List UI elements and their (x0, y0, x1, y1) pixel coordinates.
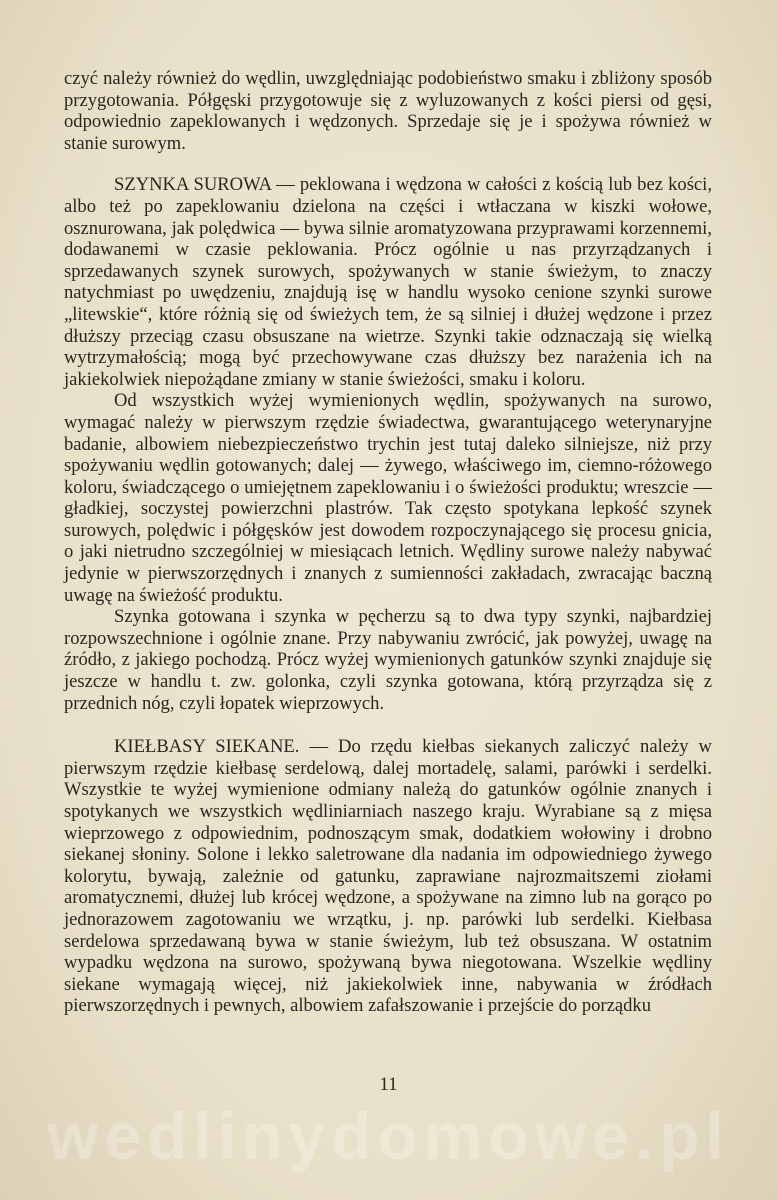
paragraph-szynka-surowa: SZYNKA SUROWA — peklowana i wędzona w całości z kością lub bez kości, albo też po zapeklowaniu dzielona na części i wtłaczana w kiszki wołowe, osznurowana, jak polędwica — bywa silnie aromatyzowana przyprawami korzennemi, dodawanemi w czasie peklowania. Prócz ogólnie u nas przyrządzanych i sprzedawanych szynek surowych, spożywanych w stanie świeżym, to znaczy natychmiast po uwędzeniu, znajdują isę w handlu wysoko cenione szynki surowe „litewskie“, które różnią się od świeżych tem, że są silniej i dłużej wędzone i przez dłuższy przeciąg czasu obsuszane na wietrze. Szynki takie odznaczają się wielką wytrzymałością; mogą być przechowywane czas dłuższy bez narażenia ich na jakiekolwiek niepożądane zmiany w stanie świeżości, smaku i koloru. (64, 174, 712, 390)
paragraph-polgeski-end: czyć należy również do wędlin, uwzględniając podobieństwo smaku i zbliżony sposób przygotowania. Półgęski przygotowuje się z wyluzowanych z kości piersi od gęsi, odpowiednio zapeklowanych i wędzonych. Sprzedaje się je i spożywa również w stanie surowym. (64, 68, 712, 154)
paragraph-kielbasy-siekane: KIEŁBASY SIEKANE. — Do rzędu kiełbas siekanych zaliczyć należy w pierwszym rzędzie kiełbasę serdelową, dalej mortadelę, salami, parówki i serdelki. Wszystkie te wyżej wymienione odmiany należą do gatunków ogólnie znanych i spotykanych we wszystkich wędliniarniach naszego kraju. Wyrabiane są z mięsa wieprzowego z odpowiednim, podnoszącym smak, dodatkiem wołowiny i drobno siekanej słoniny. Solone i lekko saletrowane dla nadania im odpowiedniego żywego kolorytu, bywają, zależnie od gatunku, zaprawiane najrozmaitszemi ziołami aromatycznemi, dłużej lub krócej wędzone, a spożywane na zimno lub na gorąco po jednorazowem zagotowaniu we wrzątku, j. np. parówki lub serdelki. Kiełbasa serdelowa sprzedawaną bywa w stanie świeżym, lub też obsuszana. W ostatnim wypadku wędzona na surowo, spożywaną bywa niegotowana. Wszelkie wędliny siekane wymagają więcej, niż jakiekolwiek inne, nabywania w źródłach pierwszorzędnych i pewnych, albowiem zafałszowanie i przejście do porządku (64, 736, 712, 1017)
paragraph-szynka-gotowana: Szynka gotowana i szynka w pęcherzu są to dwa typy szynki, najbardziej rozpowszechnione i ogólnie znane. Przy nabywaniu zwrócić, jak powyżej, uwagę na źródło, z jakiego pochodzą. Prócz wyżej wymienionych gatunków szynki znajduje się jeszcze w handlu t. zw. golonka, czyli szynka gotowana, którą przyrządza się z przednich nóg, czyli łopatek wieprzowych. (64, 606, 712, 714)
paragraph-wedliny-surowe: Od wszystkich wyżej wymienionych wędlin, spożywanych na surowo, wymagać należy w pierwszym rzędzie świadectwa, gwarantującego weterynaryjne badanie, albowiem niebezpieczeństwo trychin jest tutaj daleko silniejsze, niż przy spożywaniu wędlin gotowanych; dalej — żywego, właściwego im, ciemno-różowego koloru, świadczącego o umiejętnem zapeklowaniu i o świeżości produktu; wreszcie — gładkiej, soczystej powierzchni plastrów. Tak często spotykana lepkość szynek surowych, polędwic i półgęsków jest dowodem rozpoczynającego się procesu gnicia, o jaki nietrudno szczególniej w miesiącach letnich. Wędliny surowe należy nabywać jedynie w pierwszorzędnych i znanych z sumienności zakładach, zwracając baczną uwagę na świeżość produktu. (64, 390, 712, 606)
watermark: wedlinydomowe.pl (47, 1099, 730, 1173)
page-text (64, 68, 712, 1017)
page-number: 11 (379, 1074, 398, 1095)
